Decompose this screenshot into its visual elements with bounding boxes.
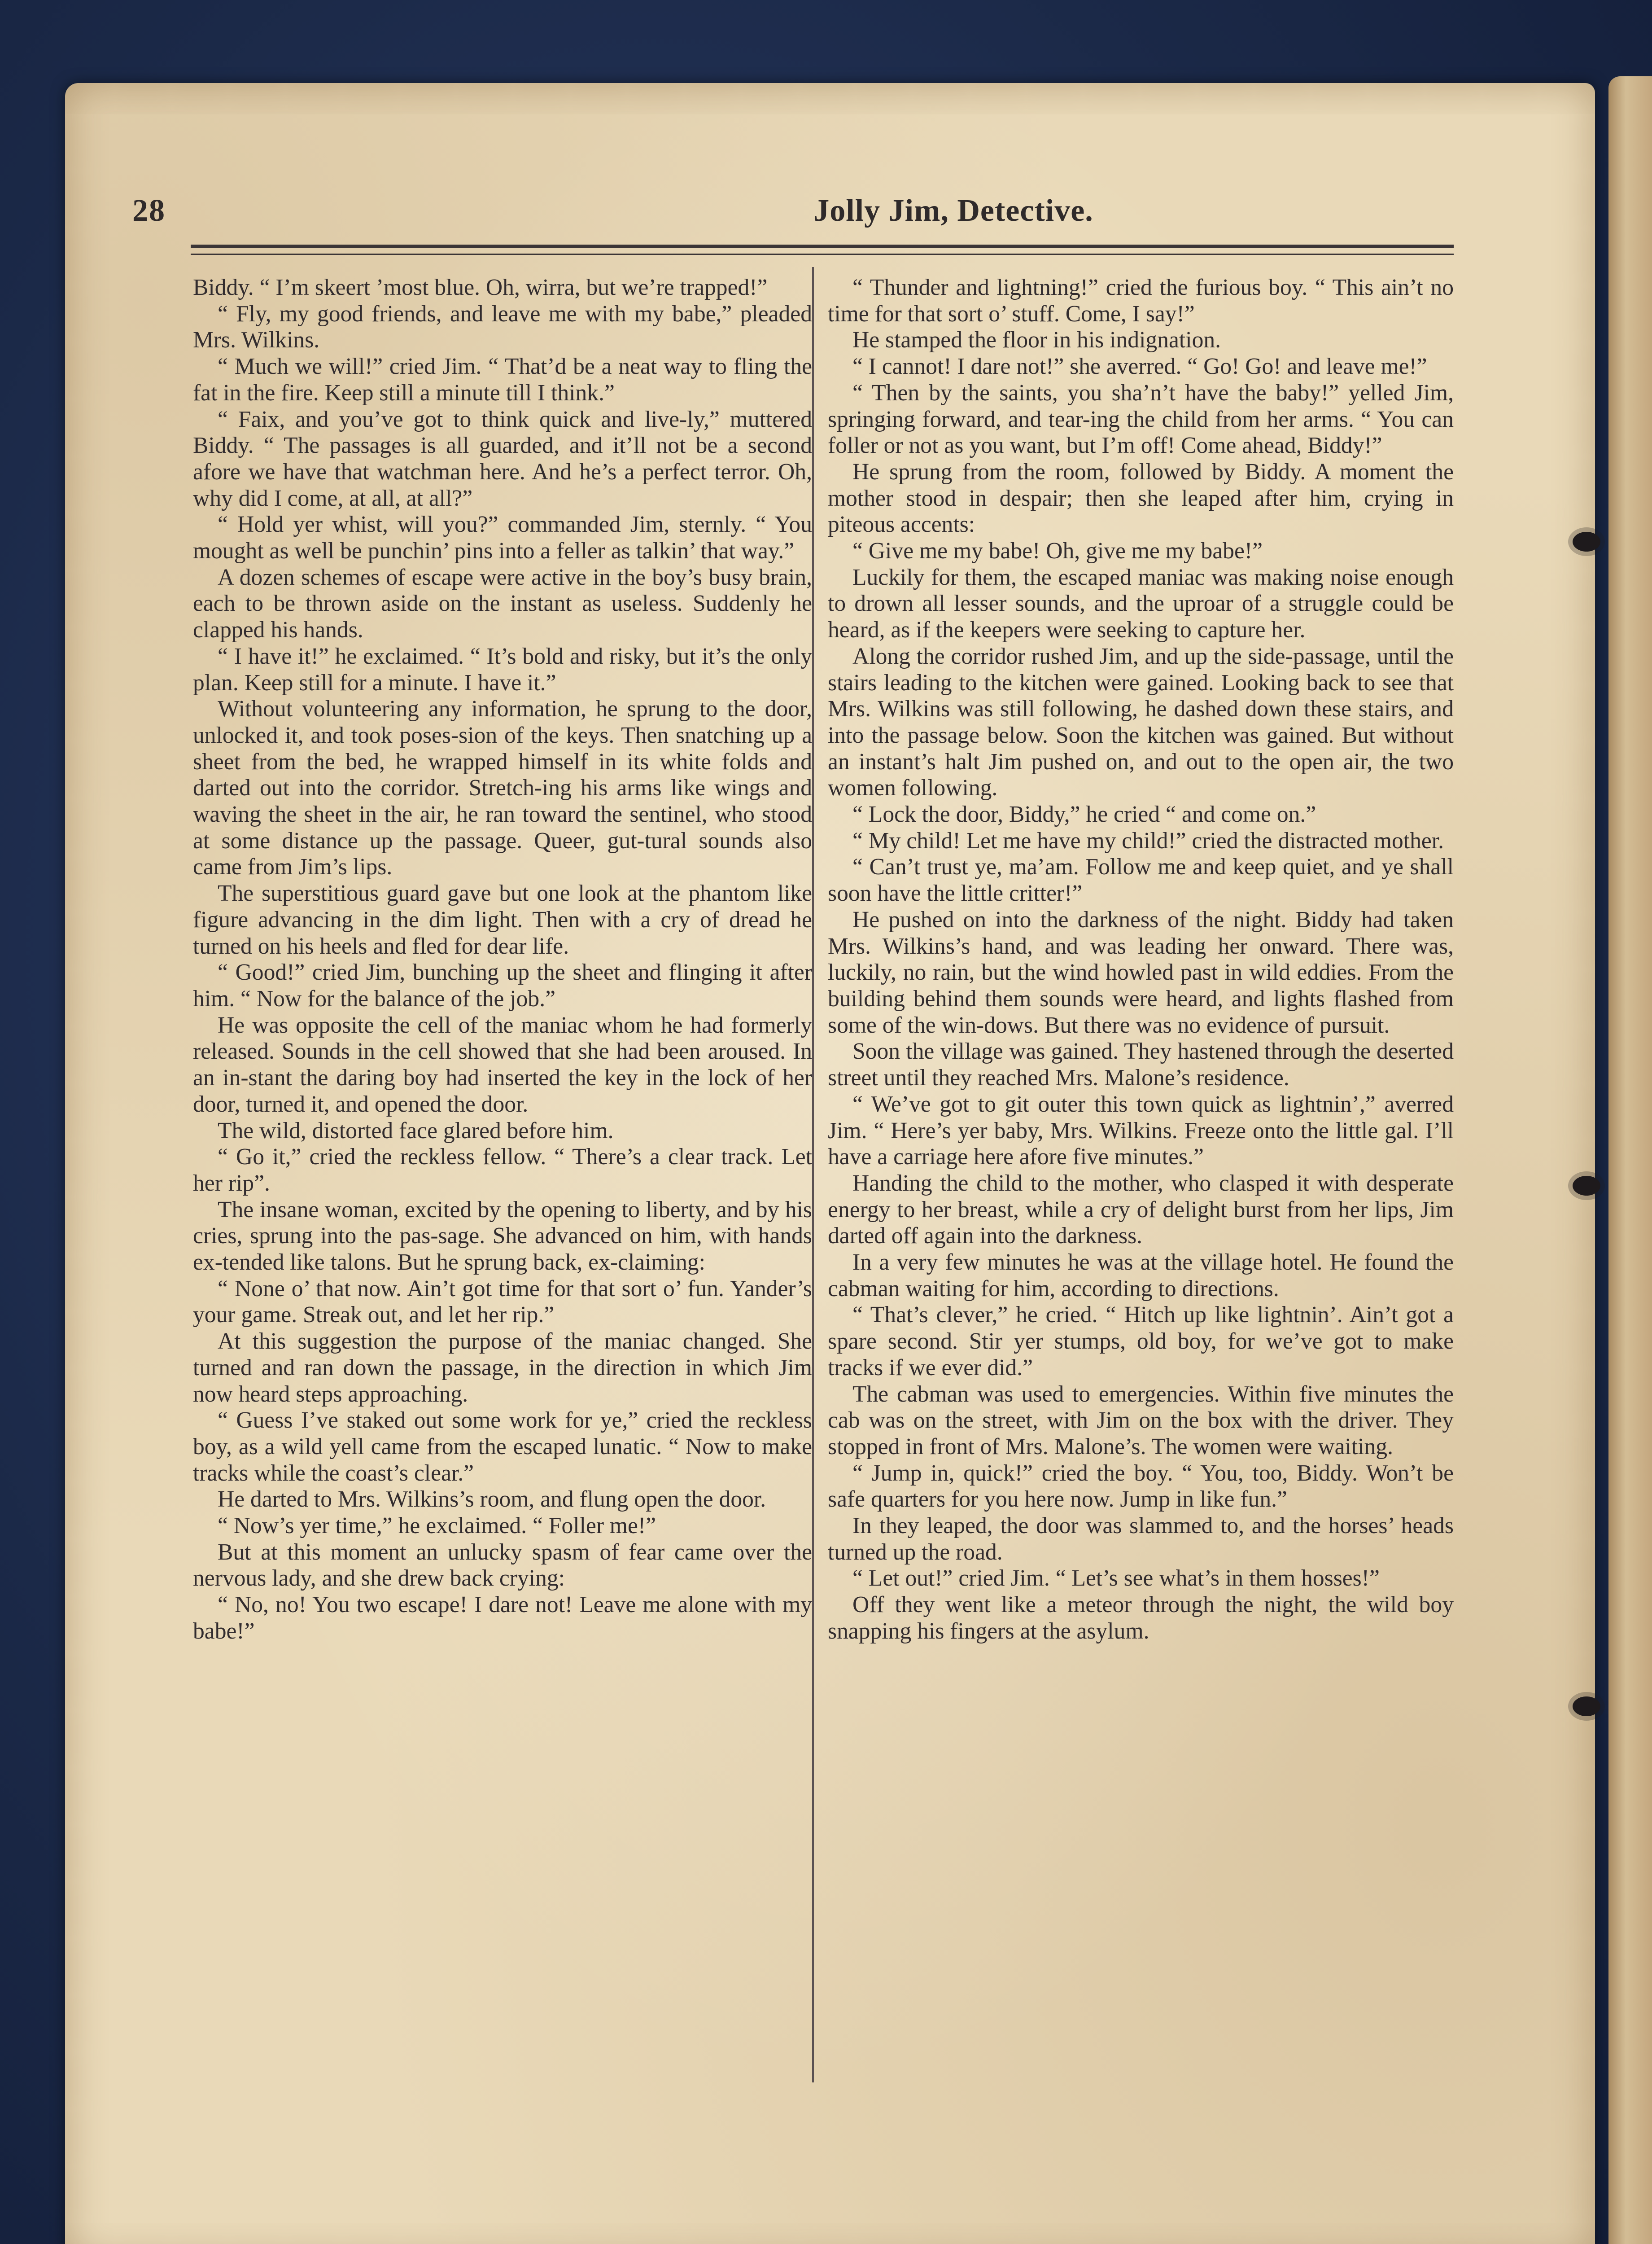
binding-stitch	[1573, 1176, 1600, 1196]
paragraph: Biddy. “ I’m skeert ’most blue. Oh, wirra, but we’re trapped!”	[193, 275, 768, 300]
paragraph: “ Hold yer whist, will you?” commanded Jim, sternly. “ You mought as well be punchin’ pins into a feller as talkin’ that way.”	[193, 512, 812, 564]
paragraph: “ My child! Let me have my child!” cried the distracted mother.	[852, 828, 1444, 854]
binding-stitch	[1573, 532, 1600, 552]
paragraph: “ No, no! You two escape! I dare not! Leave me alone with my babe!”	[193, 1592, 812, 1644]
paragraph: The cabman was used to emergencies. Within five minutes the cab was on the street, with Jim on the box with the driver. They stopped in front of Mrs. Malone’s. The women were waiting.	[828, 1381, 1454, 1459]
paragraph: At this suggestion the purpose of the maniac changed. She turned and ran down the passage, in the direction in which Jim now heard steps approaching.	[193, 1328, 812, 1407]
paragraph: In a very few minutes he was at the village hotel. He found the cabman waiting for him, according to directions.	[828, 1249, 1454, 1302]
paragraph: But at this moment an unlucky spasm of fear came over the nervous lady, and she drew back crying:	[193, 1539, 812, 1591]
paragraph: “ Let out!” cried Jim. “ Let’s see what’s in them hosses!”	[852, 1565, 1380, 1591]
paragraph: In they leaped, the door was slammed to, and the horses’ heads turned up the road.	[828, 1513, 1454, 1565]
paragraph: The superstitious guard gave but one look at the phantom like figure advancing in the dim light. Then with a cry of dread he turned on his heels and fled for dear life.	[193, 881, 812, 959]
paragraph: “ Can’t trust ye, ma’am. Follow me and keep quiet, and ye shall soon have the little critter!”	[828, 854, 1454, 907]
paragraph: He sprung from the room, followed by Biddy. A moment the mother stood in despair; then she leaped after him, crying in piteous accents:	[828, 459, 1454, 538]
paragraph: “ I have it!” he exclaimed. “ It’s bold and risky, but it’s the only plan. Keep still for a minute. I have it.”	[193, 643, 812, 696]
paragraph: “ Now’s yer time,” he exclaimed. “ Foller me!”	[218, 1513, 656, 1539]
paragraph: “ I cannot! I dare not!” she averred. “ Go! Go! and leave me!”	[852, 354, 1427, 380]
paragraph: He was opposite the cell of the maniac whom he had formerly released. Sounds in the cell showed that she had been aroused. In an in-stant the daring boy had inserted the key in the lock of her door, turned it, and opened the door.	[193, 1012, 812, 1117]
paragraph: He darted to Mrs. Wilkins’s room, and flung open the door.	[218, 1486, 766, 1512]
paragraph: “ Jump in, quick!” cried the boy. “ You, too, Biddy. Won’t be safe quarters for you here now. Jump in like fun.”	[828, 1460, 1454, 1512]
paragraph: He stamped the floor in his indignation.	[852, 327, 1221, 353]
running-head: Jolly Jim, Detective.	[813, 193, 1093, 228]
paragraph: “ That’s clever,” he cried. “ Hitch up like lightnin’. Ain’t got a spare second. Stir yer stumps, old boy, for we’ve got to make tracks if we ever did.”	[828, 1302, 1454, 1381]
binding-stitch	[1573, 1696, 1600, 1716]
paragraph: The insane woman, excited by the opening to liberty, and by his cries, sprung into the pas-sage. She advanced on him, with hands ex-tended like talons. But he sprung back, ex-claiming:	[193, 1197, 812, 1275]
paragraph: Off they went like a meteor through the night, the wild boy snapping his fingers at the asylum.	[828, 1592, 1454, 1644]
paragraph: Luckily for them, the escaped maniac was making noise enough to drown all lesser sounds, and the uproar of a struggle could be heard, as if the keepers were seeking to capture her.	[828, 564, 1454, 643]
header-rule	[191, 245, 1454, 248]
paragraph: Without volunteering any information, he sprung to the door, unlocked it, and took poses-sion of the keys. Then snatching up a sheet from the bed, he wrapped himself in its white folds and darted out into the corridor. Stretch-ing his arms like wings and waving the sheet in the air, he ran toward the sentinel, who stood at some distance up the passage. Queer, gut-tural sounds also came from Jim’s lips.	[193, 696, 812, 880]
paragraph: “ Fly, my good friends, and leave me with my babe,” pleaded Mrs. Wilkins.	[193, 301, 812, 353]
page-number: 28	[132, 193, 166, 228]
paragraph: “ We’ve got to git outer this town quick as lightnin’,” averred Jim. “ Here’s yer baby, Mrs. Wilkins. Freeze onto the little gal. I’ll have a carriage here afore five minutes.”	[828, 1091, 1454, 1170]
paragraph: “ Faix, and you’ve got to think quick and live-ly,” muttered Biddy. “ The passages is all guarded, and it’ll not be a second afore we have that watchman here. And he’s a perfect terror. Oh, why did I come, at all, at all?”	[193, 406, 812, 511]
header-rule-thin	[191, 254, 1454, 255]
paragraph: Handing the child to the mother, who clasped it with desperate energy to her breast, while a cry of delight burst from her lips, Jim darted off again into the darkness.	[828, 1170, 1454, 1249]
adjacent-page-edge	[1608, 76, 1652, 2244]
paragraph: “ Good!” cried Jim, bunching up the sheet and flinging it after him. “ Now for the balance of the job.”	[193, 960, 812, 1012]
paragraph: A dozen schemes of escape were active in the boy’s busy brain, each to be thrown aside on the instant as useless. Suddenly he clapped his hands.	[193, 564, 812, 643]
right-text-column	[828, 275, 1454, 2083]
paragraph: “ None o’ that now. Ain’t got time for that sort o’ fun. Yander’s your game. Streak out, and let her rip.”	[193, 1275, 812, 1328]
paragraph: He pushed on into the darkness of the night. Biddy had taken Mrs. Wilkins’s hand, and was leading her onward. There was, luckily, no rain, but the wind howled past in wild eddies. From the building behind them sounds were heard, and lights flashed from some of the win-dows. But there was no evidence of pursuit.	[828, 907, 1454, 1038]
paragraph: “ Lock the door, Biddy,” he cried “ and come on.”	[852, 802, 1316, 828]
column-divider	[812, 267, 814, 2082]
paragraph: “ Then by the saints, you sha’n’t have the baby!” yelled Jim, springing forward, and tear-ing the child from her arms. “ You can foller or not as you want, but I’m off! Come ahead, Biddy!”	[828, 380, 1454, 459]
paragraph: “ Give me my babe! Oh, give me my babe!”	[852, 538, 1263, 564]
paragraph: “ Much we will!” cried Jim. “ That’d be a neat way to fling the fat in the fire. Keep still a minute till I think.”	[193, 354, 812, 406]
paragraph: Along the corridor rushed Jim, and up the side-passage, until the stairs leading to the kitchen were gained. Looking back to see that Mrs. Wilkins was still following, he dashed down these stairs, and into the passage below. Soon the kitchen was gained. But without an instant’s halt Jim pushed on, and out to the open air, the two women following.	[828, 643, 1454, 801]
paragraph: “ Go it,” cried the reckless fellow. “ There’s a clear track. Let her rip”.	[193, 1144, 812, 1196]
paragraph: The wild, distorted face glared before him.	[218, 1118, 614, 1144]
left-text-column	[193, 275, 812, 2083]
paragraph: Soon the village was gained. They hastened through the deserted street until they reached Mrs. Malone’s residence.	[828, 1039, 1454, 1091]
paragraph: “ Guess I’ve staked out some work for ye,” cried the reckless boy, as a wild yell came from the escaped lunatic. “ Now to make tracks while the coast’s clear.”	[193, 1407, 812, 1486]
paragraph: “ Thunder and lightning!” cried the furious boy. “ This ain’t no time for that sort o’ stuff. Come, I say!”	[828, 275, 1454, 327]
